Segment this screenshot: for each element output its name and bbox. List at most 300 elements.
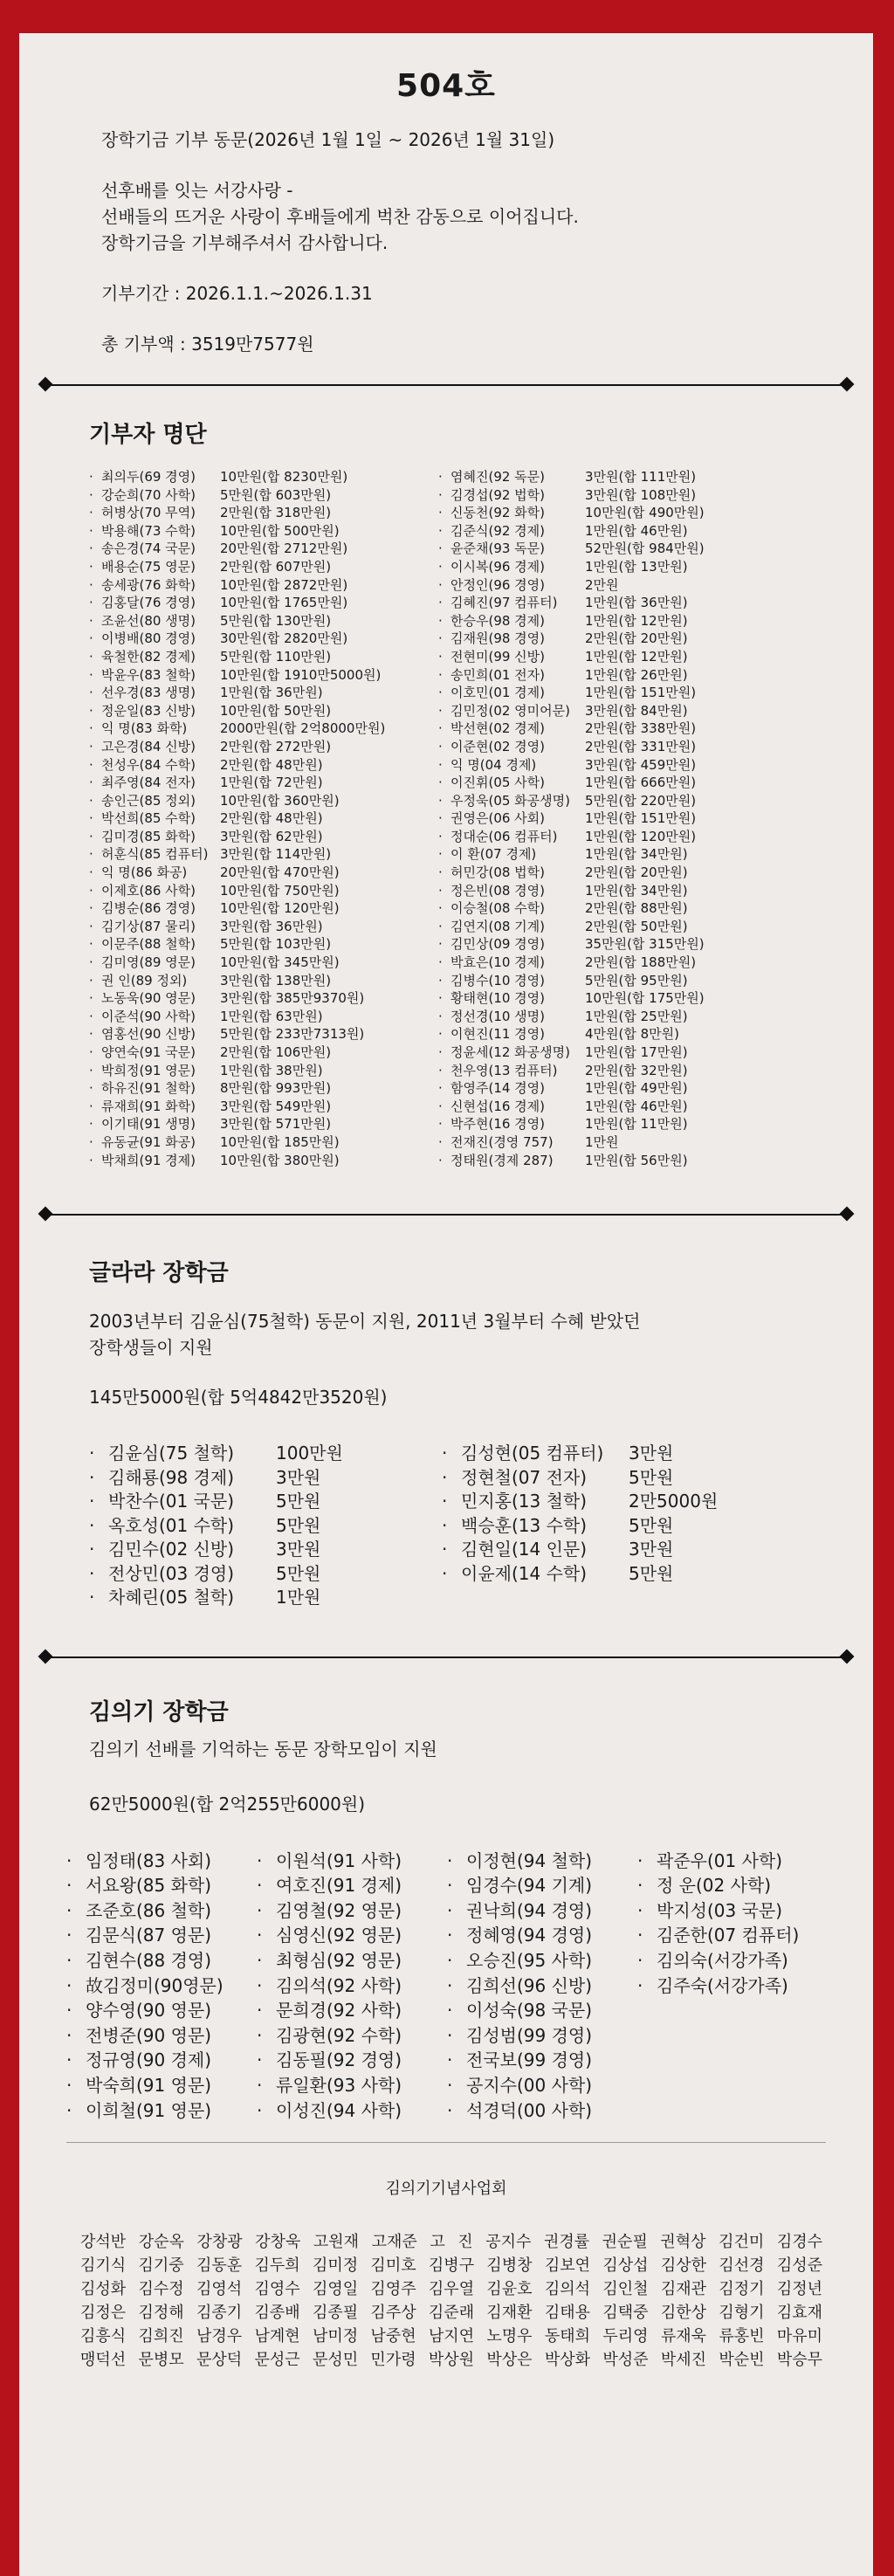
bullet: ·: [438, 666, 443, 683]
donor-name: 최주영(84 전자): [101, 775, 196, 791]
kim-donor-name: 김의숙(서강가족): [657, 1950, 788, 1972]
donor-row: [438, 486, 787, 505]
kim-donor: [257, 1973, 447, 1999]
bullet: ·: [438, 1062, 443, 1078]
bullet: ·: [637, 1974, 643, 1996]
bullet: ·: [438, 595, 443, 611]
bullet: ·: [89, 1044, 93, 1060]
donor-name: 유동균(91 화공): [101, 1133, 196, 1150]
donor-amount: 3만원(합 138만원): [220, 972, 332, 988]
donor-row: [438, 809, 787, 828]
bullet: ·: [89, 576, 93, 593]
bullet: ·: [89, 1062, 93, 1078]
donor-row: [438, 972, 787, 990]
bullet: ·: [89, 720, 93, 737]
donor-amount: 5만원(합 603만원): [220, 486, 332, 503]
donor-row: [89, 1043, 438, 1062]
donor-row: [89, 468, 438, 486]
glara-donor: [442, 1562, 718, 1587]
donor-row: [89, 684, 438, 702]
bullet: ·: [438, 882, 443, 899]
donor-name: 김병순(86 경영): [101, 900, 196, 917]
donor-row: [438, 1062, 787, 1080]
donor-amount: 1만원(합 26만원): [585, 666, 688, 683]
glara-donor-name: 김윤심(75 철학): [108, 1443, 235, 1464]
kim-donor: [447, 1923, 637, 1948]
glara-donor-amount: 5만원: [629, 1514, 674, 1536]
donor-amount: 1만원(합 25만원): [585, 1008, 688, 1024]
kim-donor-name: 최형심(92 영문): [276, 1950, 402, 1972]
donor-row: [89, 792, 438, 810]
donor-row: [438, 1098, 787, 1116]
kim-donor-name: 김문식(87 영문): [86, 1925, 212, 1946]
donor-row: [89, 989, 438, 1008]
donor-row: [438, 558, 787, 576]
donor-name: 전재진(경영 757): [450, 1133, 554, 1150]
donor-row: [89, 1152, 438, 1170]
donor-name: 이시복(96 경제): [450, 558, 546, 575]
donor-row: [89, 882, 438, 900]
donor-column-right: [438, 468, 787, 1169]
donor-amount: 2만원(합 106만원): [220, 1044, 332, 1060]
donor-amount: 2만원(합 607만원): [220, 558, 332, 575]
donor-name: 박효은(10 경제): [450, 954, 546, 971]
donor-name: 이호민(01 경제): [450, 685, 546, 701]
donor-row: [438, 828, 787, 846]
kim-donor: [66, 1923, 257, 1948]
bullet: ·: [89, 954, 93, 971]
kim-donor: [66, 1849, 257, 1874]
kim-donor: [447, 2048, 637, 2073]
page: [19, 33, 873, 2576]
bullet: ·: [442, 1466, 448, 1488]
donor-name: 안정인(96 경영): [450, 576, 546, 593]
message-line: 선후배를 잇는 서강사랑 -: [101, 180, 293, 201]
donor-name: 최의두(69 경영): [101, 469, 196, 485]
donor-amount: 1만원(합 17만원): [585, 1044, 688, 1060]
kim-donor-name: 권낙희(94 경영): [466, 1899, 593, 1921]
glara-section: [19, 1222, 873, 1610]
bullet: ·: [89, 846, 93, 863]
donor-name: 허민강(08 법학): [450, 864, 546, 881]
donor-row: [89, 1062, 438, 1080]
glara-donor: [89, 1562, 442, 1587]
donor-name: 전현미(99 신방): [450, 648, 546, 665]
glara-desc-line: 2003년부터 김윤심(75철학) 동문이 지원, 2011년 3월부터 수혜 받았던: [89, 1311, 641, 1333]
donor-amount: 5만원(합 233만7313원): [220, 1026, 365, 1043]
glara-donor-name: 옥호성(01 수학): [108, 1514, 235, 1536]
bullet: ·: [257, 2075, 263, 2096]
donor-amount: 8만원(합 993만원): [220, 1080, 332, 1097]
bullet: ·: [257, 2000, 263, 2022]
donor-name: 정대순(06 컴퓨터): [450, 828, 558, 844]
bullet: ·: [66, 1875, 72, 1897]
donor-name: 노동욱(90 영문): [101, 990, 196, 1007]
donor-amount: 1만원(합 34만원): [585, 882, 688, 899]
donor-row: [438, 540, 787, 558]
donor-name: 이기태(91 생명): [101, 1116, 196, 1133]
donor-name: 송민희(01 전자): [450, 666, 546, 683]
bullet: ·: [89, 541, 93, 557]
donor-amount: 1만원: [585, 1133, 619, 1150]
kim-donor: [637, 2023, 812, 2049]
donor-name: 이준현(02 경영): [450, 738, 546, 754]
donor-amount: 3만원(합 571만원): [220, 1116, 332, 1133]
donor-amount: 3만원(합 549만원): [220, 1098, 332, 1114]
kim-donor: [447, 1849, 637, 1874]
donor-amount: 5만원(합 110만원): [220, 648, 332, 665]
donor-row: [89, 1133, 438, 1152]
bullet: ·: [89, 990, 93, 1007]
bullet: ·: [89, 469, 93, 485]
donor-columns: [89, 468, 873, 1169]
donor-row: [438, 1008, 787, 1026]
bullet: ·: [637, 1849, 643, 1871]
donor-amount: 10만원(합 2872만원): [220, 576, 348, 593]
kim-donor-name: 임정태(83 사회): [86, 1849, 212, 1871]
kim-donor: [257, 1898, 447, 1924]
donor-name: 박선현(02 경제): [450, 720, 546, 737]
donor-row: [89, 809, 438, 828]
donor-amount: 2만원(합 32만원): [585, 1062, 688, 1078]
glara-column-right: [442, 1442, 718, 1610]
donor-row: [438, 684, 787, 702]
donor-row: [438, 504, 787, 522]
bullet: ·: [89, 1491, 95, 1512]
donor-name: 이제호(86 사학): [101, 882, 196, 899]
bullet: ·: [442, 1514, 448, 1536]
donor-amount: 1만원(합 12만원): [585, 648, 688, 665]
glara-donor: [89, 1586, 442, 1610]
glara-donor: [89, 1490, 442, 1514]
glara-donor-amount: 3만원: [276, 1466, 321, 1488]
donor-name: 윤준채(93 독문): [450, 541, 546, 557]
bullet: ·: [447, 1974, 453, 1996]
donor-row: [89, 630, 438, 648]
kim-donor-name: 이정현(94 철학): [466, 1849, 593, 1871]
glara-donor-amount: 3만원: [629, 1443, 674, 1464]
glara-donor-name: 김현일(14 인문): [461, 1539, 588, 1560]
bullet: ·: [89, 612, 93, 629]
donor-name: 송은경(74 국문): [101, 541, 196, 557]
kim-donor-name: 조준호(86 철학): [86, 1899, 212, 1921]
glara-donor-amount: 1만원: [276, 1587, 321, 1608]
donor-amount: 3만원(합 459만원): [585, 756, 697, 773]
kim-donor: [447, 1973, 637, 1999]
kim-donor: [257, 1873, 447, 1898]
donor-name: 허훈식(85 컴퓨터): [101, 846, 209, 863]
donor-amount: 10만원(합 50만원): [220, 702, 332, 719]
donor-name: 이 환(07 경제): [450, 846, 537, 863]
donor-row: [89, 1008, 438, 1026]
donor-name: 정태원(경제 287): [450, 1152, 554, 1168]
kim-donor-name: 이원석(91 사학): [276, 1849, 402, 1871]
kim-donor: [66, 1873, 257, 1898]
glara-donor-name: 민지홍(13 철학): [461, 1491, 588, 1512]
kim-title: 김의기 장학금: [89, 1698, 229, 1725]
bullet: ·: [89, 522, 93, 539]
donor-name: 조윤선(80 생명): [101, 612, 196, 629]
donor-name: 이승철(08 수학): [450, 900, 546, 917]
kim-donor-name: 故김정미(90영문): [86, 1974, 224, 1996]
glara-donor-amount: 100만원: [276, 1443, 343, 1464]
glara-desc-line: 장학생들이 지원: [89, 1337, 213, 1359]
donor-amount: 3만원(합 84만원): [585, 702, 688, 719]
donor-name: 고은경(84 신방): [101, 738, 196, 754]
donor-amount: 1만원(합 36만원): [220, 685, 323, 701]
kim-donor: [637, 1973, 812, 1999]
bullet: ·: [257, 1950, 263, 1972]
donor-name: 천우영(13 컴퓨터): [450, 1062, 558, 1078]
donor-row: [89, 828, 438, 846]
donor-name: 정운일(83 신방): [101, 702, 196, 719]
bullet: ·: [447, 2075, 453, 2096]
glara-donor-name: 정현철(07 전자): [461, 1466, 588, 1488]
donor-amount: 3만원(합 62만원): [220, 828, 323, 844]
donor-row: [89, 774, 438, 792]
donor-row: [438, 954, 787, 972]
glara-donor-amount: 5만원: [276, 1514, 321, 1536]
glara-total: 145만5000원(합 5억4842만3520원): [89, 1387, 388, 1409]
bullet: ·: [442, 1443, 448, 1464]
bullet: ·: [89, 685, 93, 701]
kim-donor: [66, 2073, 257, 2098]
bullet: ·: [438, 972, 443, 988]
bullet: ·: [66, 1899, 72, 1921]
donor-name: 허병상(70 무역): [101, 505, 196, 521]
donor-row: [89, 540, 438, 558]
bullet: ·: [438, 558, 443, 575]
bullet: ·: [66, 2049, 72, 2071]
kim-donor-name: 곽준우(01 사학): [657, 1849, 783, 1871]
glara-donor: [89, 1442, 442, 1466]
donor-name: 염홍선(90 신방): [101, 1026, 196, 1043]
donor-name: 김미경(85 화학): [101, 828, 196, 844]
memorial-section: [19, 2143, 873, 2372]
glara-column-left: [89, 1442, 442, 1610]
donor-row: [438, 720, 787, 738]
intro: [101, 127, 873, 357]
glara-title: 글라라 장학금: [89, 1260, 229, 1287]
donor-name: 황태현(10 경영): [450, 990, 546, 1007]
intro-subtitle: 장학기금 기부 동문(2026년 1월 1일 ~ 2026년 1월 31일): [101, 129, 555, 150]
bullet: ·: [447, 2049, 453, 2071]
memorial-names: [80, 2230, 822, 2372]
donor-amount: 10만원(합 185만원): [220, 1133, 340, 1150]
bullet: ·: [438, 1098, 443, 1114]
bullet: ·: [89, 648, 93, 665]
donor-amount: 5만원(합 220만원): [585, 792, 697, 809]
donor-row: [89, 756, 438, 775]
bullet: ·: [438, 1044, 443, 1060]
bullet: ·: [438, 720, 443, 737]
bullet: ·: [89, 918, 93, 934]
bullet: ·: [257, 2099, 263, 2121]
kim-donor: [447, 1948, 637, 1973]
kim-donor-name: 여호진(91 경제): [276, 1875, 402, 1897]
bullet: ·: [438, 846, 443, 863]
bullet: ·: [89, 792, 93, 809]
memorial-name-line: 강석반 강순옥 강창광 강창욱 고원재 고재준 고 진 공지수 권경률 권순필 권혁상 김건미 김경수: [80, 2233, 822, 2252]
bullet: ·: [438, 469, 443, 485]
bullet: ·: [257, 1899, 263, 1921]
glara-donor: [89, 1466, 442, 1491]
donor-name: 정은빈(08 경영): [450, 882, 546, 899]
kim-donor: [447, 2098, 637, 2124]
donor-amount: 10만원(합 1765만원): [220, 595, 348, 611]
donor-amount: 2만원(합 48만원): [220, 756, 323, 773]
bullet: ·: [257, 1875, 263, 1897]
donor-name: 김경섭(92 법학): [450, 486, 546, 503]
bullet: ·: [89, 738, 93, 754]
bullet: ·: [438, 541, 443, 557]
kim-donor: [257, 2098, 447, 2124]
kim-donor: [637, 2073, 812, 2098]
donor-amount: 1만원(합 151만원): [585, 810, 697, 827]
donor-row: [89, 972, 438, 990]
kim-donor: [447, 1998, 637, 2023]
donor-row: [438, 756, 787, 775]
donor-name: 이현진(11 경영): [450, 1026, 546, 1043]
memorial-name-line: 김기식 김기중 김동훈 김두희 김미정 김미호 김병구 김병창 김보연 김상섭 김상한 김선경 김성준: [80, 2256, 822, 2276]
glara-donor: [89, 1538, 442, 1562]
donor-name: 배용순(75 영문): [101, 558, 196, 575]
donor-row: [438, 899, 787, 918]
donor-amount: 10만원(합 345만원): [220, 954, 340, 971]
donor-row: [89, 899, 438, 918]
bullet: ·: [438, 1008, 443, 1024]
donation-period: 기부기간 : 2026.1.1.~2026.1.31: [101, 283, 373, 304]
donor-name: 함영주(14 경영): [450, 1080, 546, 1097]
bullet: ·: [438, 612, 443, 629]
memorial-name-line: 김흥식 김희진 남경우 남계현 남미정 남중현 남지연 노명우 동태희 두리영 류재욱 류홍빈 마유미: [80, 2327, 822, 2346]
donor-amount: 5만원(합 103만원): [220, 936, 332, 953]
donor-amount: 2만원(합 48만원): [220, 810, 323, 827]
donor-amount: 3만원(합 111만원): [585, 469, 697, 485]
kim-donor-name: 공지수(00 사학): [466, 2075, 593, 2096]
kim-donor-name: 전병준(90 영문): [86, 2024, 212, 2046]
section-divider: [19, 1650, 873, 1664]
donor-amount: 1만원(합 12만원): [585, 612, 688, 629]
donor-row: [89, 522, 438, 541]
donor-amount: 20만원(합 470만원): [220, 864, 340, 881]
bullet: ·: [438, 990, 443, 1007]
kim-donor: [637, 1923, 812, 1948]
glara-donor: [442, 1466, 718, 1491]
glara-donor-name: 박찬수(01 국문): [108, 1491, 235, 1512]
donor-name: 송세광(76 화학): [101, 576, 196, 593]
donor-column-left: [89, 468, 438, 1169]
bullet: ·: [89, 756, 93, 773]
bullet: ·: [447, 1950, 453, 1972]
donor-amount: 1만원(합 72만원): [220, 775, 323, 791]
glara-donor-name: 백승훈(13 수학): [461, 1514, 588, 1536]
kim-donor: [66, 1998, 257, 2023]
donor-name: 권 인(89 정외): [101, 972, 188, 988]
donor-amount: 2만원(합 188만원): [585, 954, 697, 971]
page-title: 504호: [396, 68, 496, 104]
donor-row: [89, 864, 438, 882]
bullet: ·: [66, 2075, 72, 2096]
donor-row: [438, 738, 787, 756]
donor-amount: 2만원(합 20만원): [585, 864, 688, 881]
bullet: ·: [66, 1849, 72, 1871]
donor-amount: 2만원: [585, 576, 619, 593]
donor-row: [438, 648, 787, 666]
kim-donor: [637, 2098, 812, 2124]
bullet: ·: [438, 648, 443, 665]
donor-row: [438, 989, 787, 1008]
kim-donor: [257, 1849, 447, 1874]
donor-amount: 35만원(합 315만원): [585, 936, 705, 953]
bullet: ·: [89, 505, 93, 521]
donor-name: 한승우(98 경제): [450, 612, 546, 629]
glara-donor: [89, 1514, 442, 1539]
donor-name: 신현섭(16 경제): [450, 1098, 546, 1114]
bullet: ·: [438, 486, 443, 503]
kim-donor: [66, 1948, 257, 1973]
bullet: ·: [89, 1539, 95, 1560]
donor-row: [438, 702, 787, 720]
kim-donor: [66, 1973, 257, 1999]
memorial-title: 김의기기념사업회: [385, 2180, 507, 2199]
donor-amount: 3만원(합 108만원): [585, 486, 697, 503]
donor-row: [438, 1152, 787, 1170]
kim-donor-name: 정규영(90 경제): [86, 2049, 212, 2071]
donor-name: 김준식(92 경제): [450, 522, 546, 539]
donor-row: [89, 504, 438, 522]
donor-name: 김민상(09 경영): [450, 936, 546, 953]
bullet: ·: [442, 1491, 448, 1512]
kim-donor-grid: [66, 1849, 873, 2124]
bullet: ·: [438, 702, 443, 719]
bullet: ·: [89, 864, 93, 881]
bullet: ·: [438, 954, 443, 971]
donor-row: [438, 918, 787, 936]
donor-name: 육철한(82 경제): [101, 648, 196, 665]
glara-donor-name: 이윤제(14 수학): [461, 1562, 588, 1584]
kim-donor-name: 이성진(94 사학): [276, 2099, 402, 2121]
bullet: ·: [637, 1925, 643, 1946]
bullet: ·: [66, 2024, 72, 2046]
donor-name: 이준석(90 사학): [101, 1008, 196, 1024]
bullet: ·: [257, 2049, 263, 2071]
kim-donor-name: 정 운(02 사학): [657, 1875, 772, 1897]
glara-list: [89, 1442, 873, 1610]
bullet: ·: [257, 1849, 263, 1871]
section-divider: [19, 1208, 873, 1222]
donor-amount: 1만원(합 120만원): [585, 828, 697, 844]
donor-row: [89, 648, 438, 666]
donor-name: 김병수(10 경영): [450, 972, 546, 988]
kim-donor-name: 이희철(91 영문): [86, 2099, 212, 2121]
kim-donor: [637, 2048, 812, 2073]
donor-row: [438, 630, 787, 648]
bullet: ·: [257, 2024, 263, 2046]
glara-donor-name: 김민수(02 신방): [108, 1539, 235, 1560]
glara-donor: [442, 1514, 718, 1539]
glara-donor-amount: 2만5000원: [629, 1491, 719, 1512]
bullet: ·: [438, 775, 443, 791]
bullet: ·: [637, 1875, 643, 1897]
donor-row: [438, 576, 787, 595]
donor-amount: 2000만원(합 2억8000만원): [220, 720, 386, 737]
bullet: ·: [89, 1514, 95, 1536]
donor-amount: 2만원(합 318만원): [220, 505, 332, 521]
glara-donor-amount: 3만원: [276, 1539, 321, 1560]
bullet: ·: [438, 900, 443, 917]
bullet: ·: [438, 505, 443, 521]
